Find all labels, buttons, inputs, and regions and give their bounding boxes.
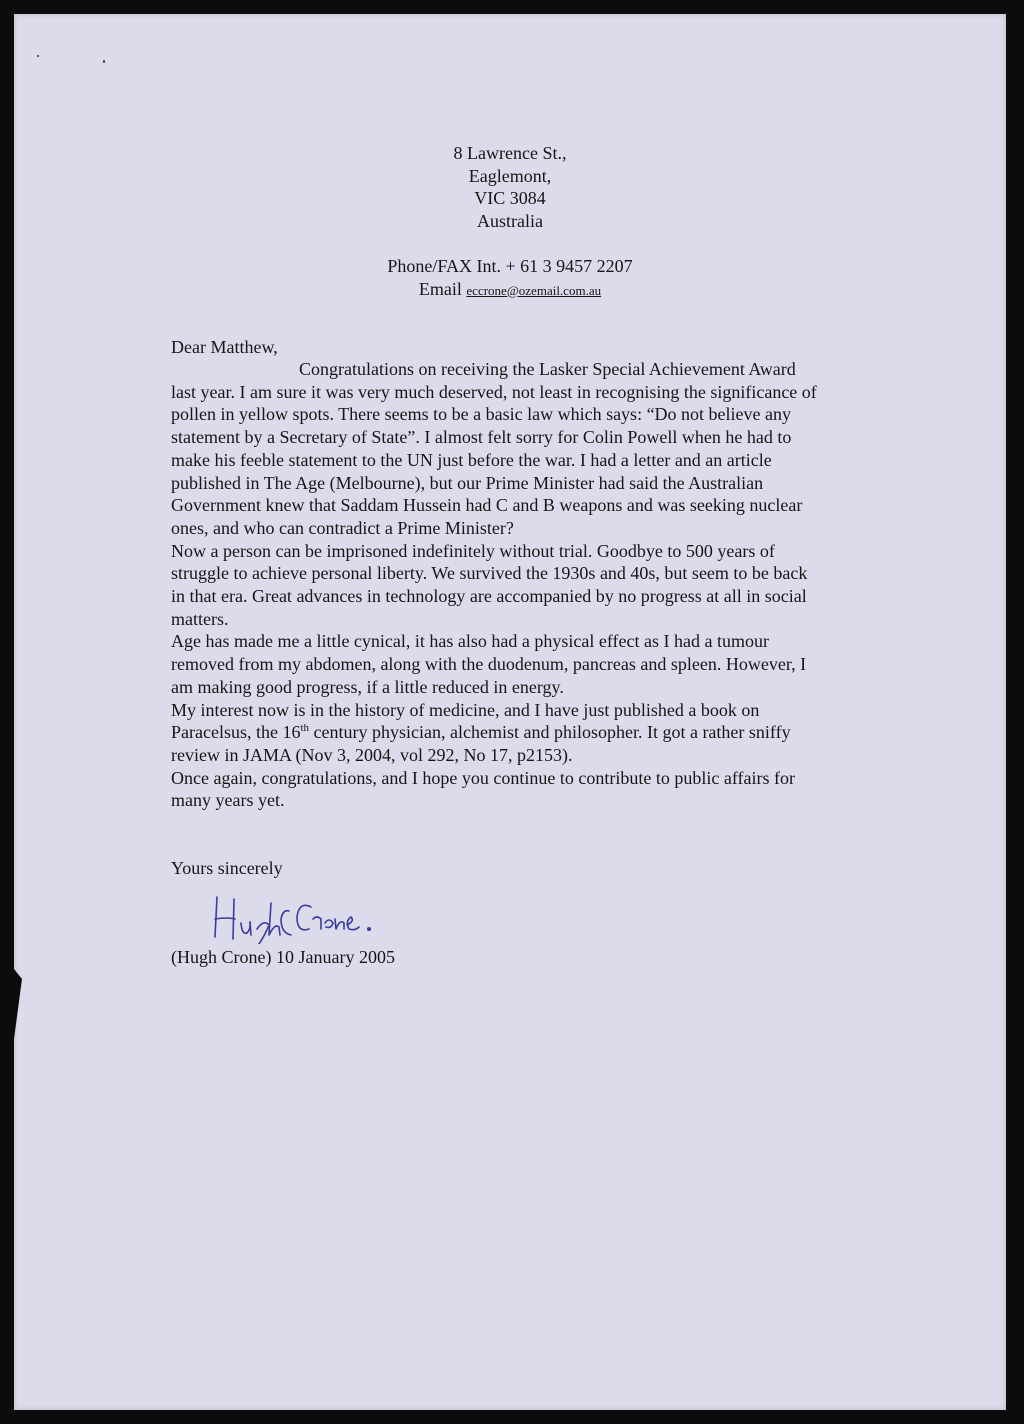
- paragraph-paracelsus: [171, 699, 821, 767]
- address-suburb: Eaglemont,: [468, 165, 552, 186]
- handwritten-signature: [209, 889, 449, 944]
- sender-address: [14, 142, 1006, 302]
- email-label: Email: [418, 278, 462, 299]
- address-state-postcode: VIC 3084: [474, 188, 546, 209]
- address-country: Australia: [477, 211, 543, 232]
- paragraph-health: Age has made me a little cynical, it has also had a physical effect as I had a tumour removed from my abdomen, along with the duodenum, pancreas and spleen. However, I am making good progress, if a little reduced in energy.: [171, 631, 807, 697]
- phone-fax: Phone/FAX Int. + 61 3 9457 2207: [387, 255, 633, 276]
- paragraph-paracelsus-start: My interest now is in the history of medicine, and I have just published a book on Paracelsus, the 16: [171, 699, 760, 743]
- salutation: Dear Matthew,: [171, 337, 278, 357]
- ordinal-suffix: th: [300, 722, 310, 735]
- paragraph-congratulations: Congratulations on receiving the Lasker Special Achievement Award last year. I am sure it was very much deserved, not least in recognising the significance of pollen in yellow spots. There seems to be a basic law which says: “Do not believe any statement by a Secretary of State”. I almost felt sorry for Colin Powell when he had to make his feeble statement to the UN just before the war. I had a letter and an article published in The Age (Melbourne), but our Prime Minister had said the Australian Government knew that Saddam Hussein had C and B weapons and was seeking nuclear ones, and who can contradict a Prime Minister?: [171, 359, 817, 538]
- complimentary-close: Yours sincerely: [171, 858, 283, 878]
- signed-name-date: (Hugh Crone) 10 January 2005: [171, 947, 395, 967]
- letter-page: [14, 14, 1006, 1410]
- address-street: 8 Lawrence St.,: [453, 143, 567, 163]
- paragraph-liberty: Now a person can be imprisoned indefinitely without trial. Goodbye to 500 years of struggle to achieve personal liberty. We survived the 1930s and 40s, but seem to be back in that era. Great advances in technology are accompanied by no progress at all in social matters.: [171, 540, 808, 629]
- scan-speck: [37, 55, 39, 57]
- letter-body: [171, 358, 821, 812]
- scan-edge-mark: [14, 969, 22, 1039]
- paragraph-closing-wish: Once again, congratulations, and I hope you continue to contribute to public affairs for many years yet.: [171, 767, 795, 811]
- paragraph-paracelsus-end: century physician, alchemist and philosopher. It got a rather sniffy review in JAMA (Nov 3, 2004, vol 292, No 17, p2153).: [171, 722, 791, 765]
- email-line: [14, 278, 1006, 303]
- scan-speck: [103, 60, 105, 63]
- email-address: eccrone@ozemail.com.au: [466, 282, 602, 298]
